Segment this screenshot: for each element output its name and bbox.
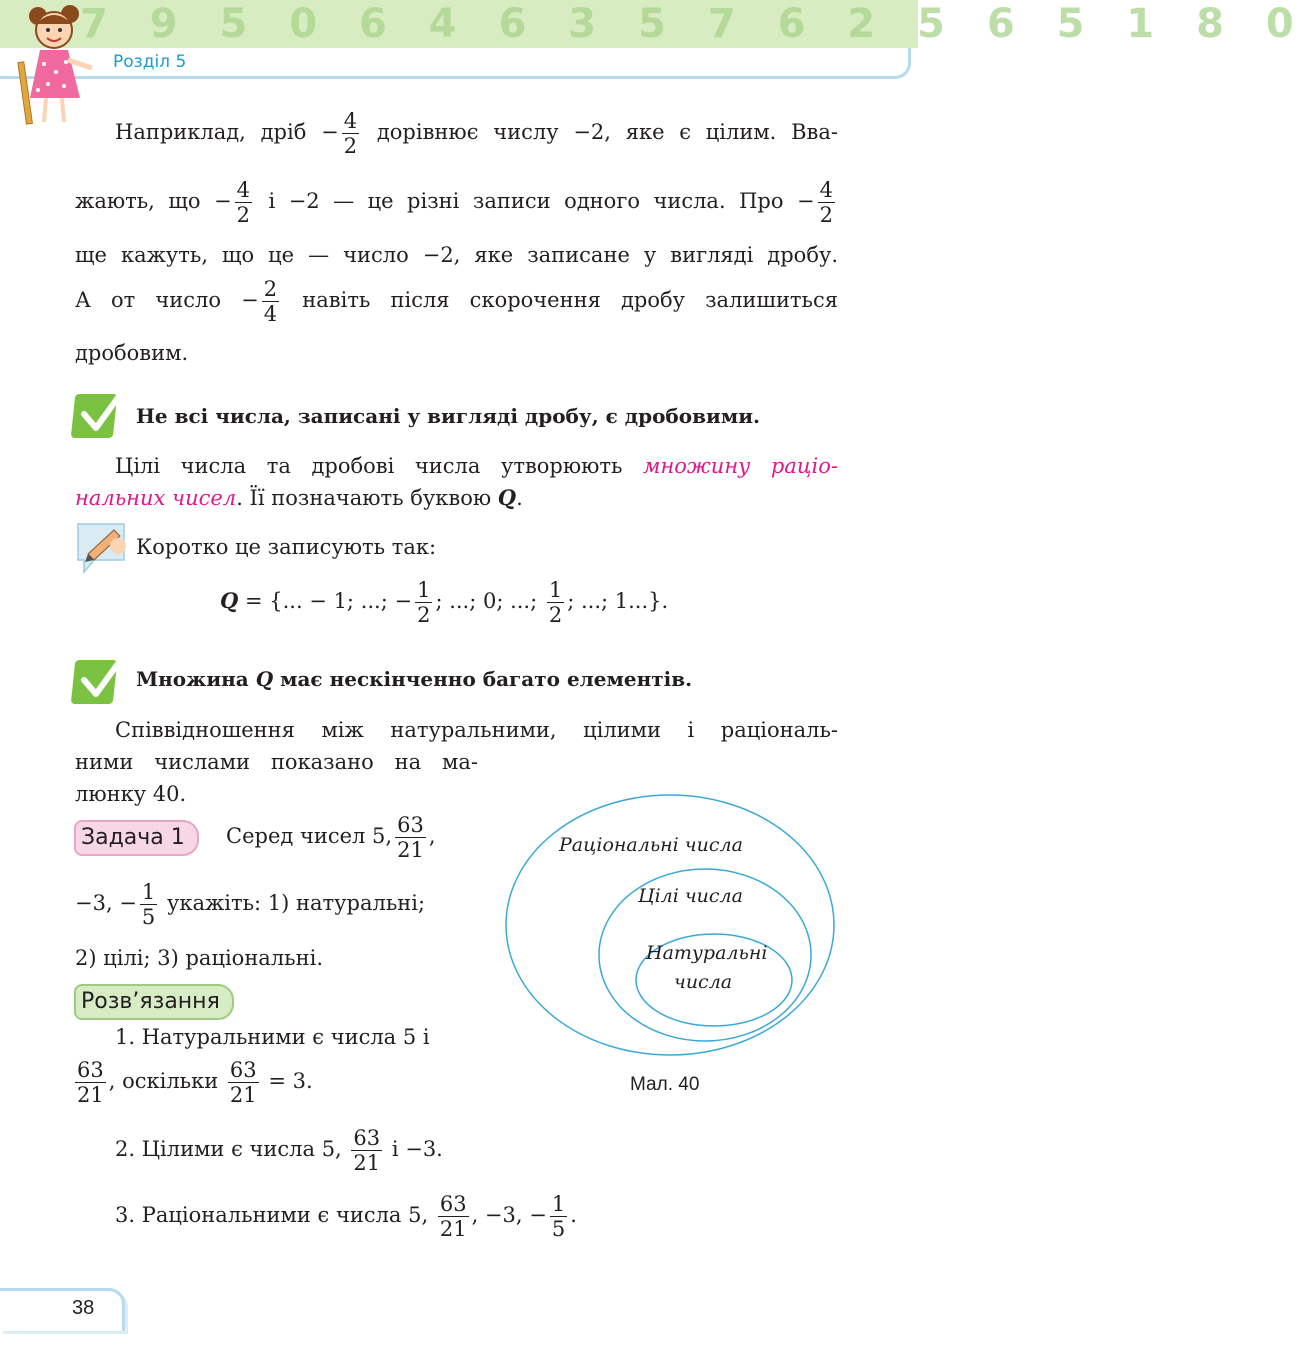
rule-1: Не всі числа, записані у вигляді дробу, є дробовими. xyxy=(136,404,761,428)
fraction: $\frac{63}{21}$ xyxy=(397,813,424,862)
fraction: $\frac{63}{21}$ xyxy=(77,1058,104,1107)
girl-mascot-icon xyxy=(14,2,100,126)
header-decor-digits: 7 9 5 0 6 4 6 3 5 7 6 2 5 6 5 1 8 0 xyxy=(80,1,1308,47)
paragraph-1-line-5: дробовим. xyxy=(75,341,189,365)
fraction: $\frac{2}{4}$ xyxy=(263,277,278,326)
paragraph-3-line-2: ними числами показано на ма- xyxy=(75,750,478,774)
solution-step-1-line-2: $\frac{63}{21}$ , оскільки $\frac{63}{21}$ = 3. xyxy=(77,1058,313,1107)
paragraph-1-line-3: ще кажуть, що це — число −2, яке записане у вигляді дробу. xyxy=(75,243,838,267)
paragraph-2-line-2: нальних чисел. Її позначають буквою Q. xyxy=(75,485,523,510)
label-integers: Цілі числа xyxy=(638,885,743,907)
formula-q: Q = {... − 1; ...; − $\frac{1}{2}$ ; ...; 0; ...; $\frac{1}{2}$ ; ...; 1...}. xyxy=(220,578,669,627)
task-line-2: −3, − $\frac{1}{5}$ укажіть: 1) натуральні; xyxy=(75,880,426,929)
fraction: $\frac{1}{2}$ xyxy=(548,578,563,627)
fraction: $\frac{63}{21}$ xyxy=(353,1126,381,1175)
task-line-1: Серед чисел 5, $\frac{63}{21}$ , xyxy=(226,813,436,862)
paragraph-3-line-1: Співвідношення між натуральними, цілими і раціональ- xyxy=(115,718,838,742)
fraction: $\frac{63}{21}$ xyxy=(439,1192,467,1241)
label-natural-1: Натуральні xyxy=(646,942,768,964)
term-rational-set: множину раціо- xyxy=(643,454,838,478)
task-badge: Задача 1 xyxy=(74,820,199,856)
pencil-note-icon xyxy=(74,520,132,576)
page-number-box xyxy=(0,1288,125,1331)
note-text: Коротко це записують так: xyxy=(136,535,437,559)
solution-step-3: 3. Раціональними є числа 5, $\frac{63}{21}$ , −3, − $\frac{1}{5}$ . xyxy=(115,1192,577,1241)
fraction: $\frac{1}{5}$ xyxy=(551,1192,566,1241)
paragraph-1-line-2: жають, що − $\frac{4}{2}$ і −2 — це різні записи одного числа. Про − $\frac{4}{2}$ xyxy=(75,178,833,227)
fraction: $\frac{1}{2}$ xyxy=(417,578,431,627)
fraction: $\frac{4}{2}$ xyxy=(236,178,250,227)
fraction: $\frac{4}{2}$ xyxy=(343,109,358,158)
task-line-3: 2) цілі; 3) раціональні. xyxy=(75,946,323,970)
paragraph-1-line-4: А от число − $\frac{2}{4}$ навіть після скорочення дробу залишиться xyxy=(75,277,838,326)
section-title: Розділ 5 xyxy=(113,52,187,72)
fraction: $\frac{63}{21}$ xyxy=(229,1058,257,1107)
paragraph-2-line-1: Цілі числа та дробові числа утворюють множину раціо- xyxy=(115,454,838,478)
fraction: $\frac{1}{5}$ xyxy=(141,880,156,929)
page-number: 38 xyxy=(72,1297,95,1319)
solution-badge: Розв’язання xyxy=(74,984,234,1020)
label-natural-2: числа xyxy=(674,971,733,993)
figure-caption: Мал. 40 xyxy=(630,1074,700,1095)
rule-2: Множина Q має нескінченно багато елементів. xyxy=(136,667,693,691)
checkmark-icon xyxy=(74,654,126,708)
header-band xyxy=(0,0,1308,48)
paragraph-3-line-3: люнку 40. xyxy=(75,782,187,806)
paragraph-1-line-1: Наприклад, дріб − $\frac{4}{2}$ дорівнює числу −2, яке є цілим. Вва- xyxy=(115,109,838,158)
solution-step-2: 2. Цілими є числа 5, $\frac{63}{21}$ і −3. xyxy=(115,1126,443,1175)
label-rational: Раціональні числа xyxy=(559,834,743,856)
solution-step-1-line-1: 1. Натуральними є числа 5 і xyxy=(115,1025,430,1049)
checkmark-icon xyxy=(74,388,126,442)
venn-diagram xyxy=(500,785,840,1065)
fraction: $\frac{4}{2}$ xyxy=(819,178,833,227)
